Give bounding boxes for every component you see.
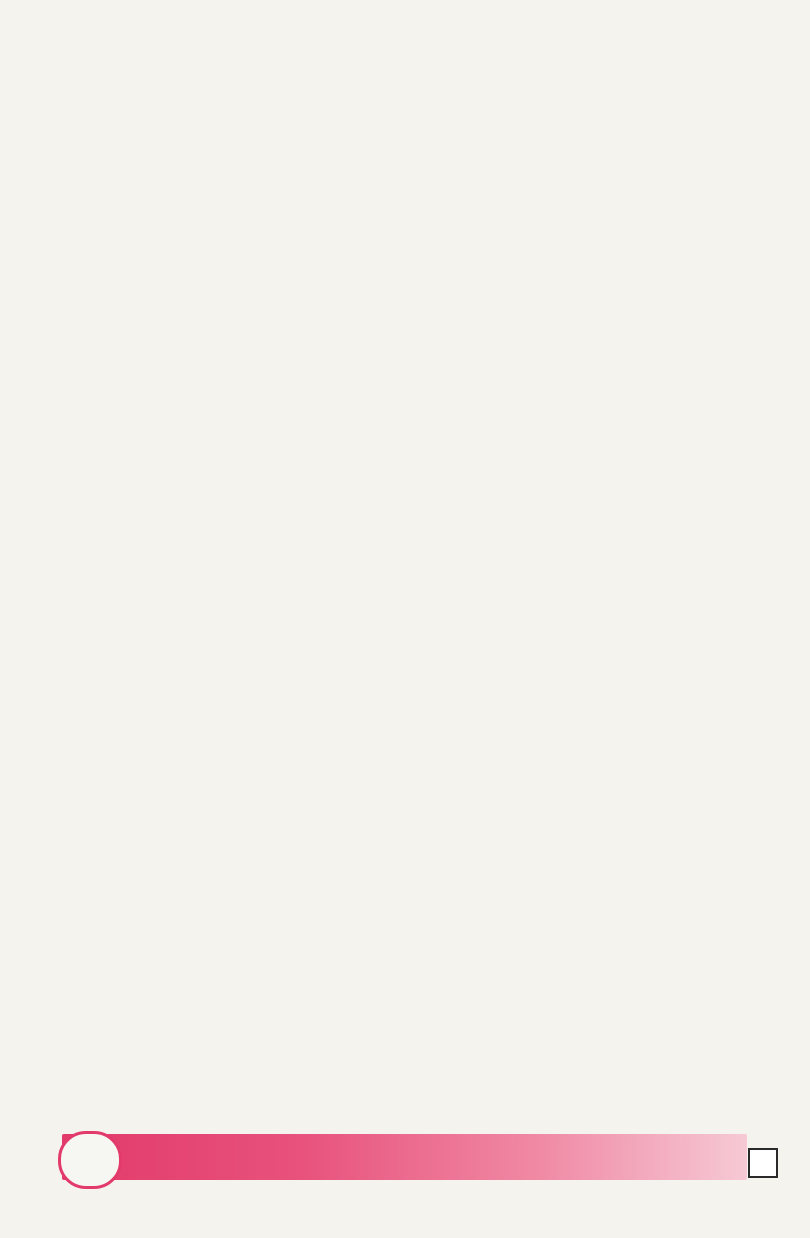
footer-bar xyxy=(62,1134,747,1180)
checkbox-square xyxy=(748,1148,778,1178)
page-number xyxy=(58,1131,122,1189)
answer-content xyxy=(62,74,762,84)
